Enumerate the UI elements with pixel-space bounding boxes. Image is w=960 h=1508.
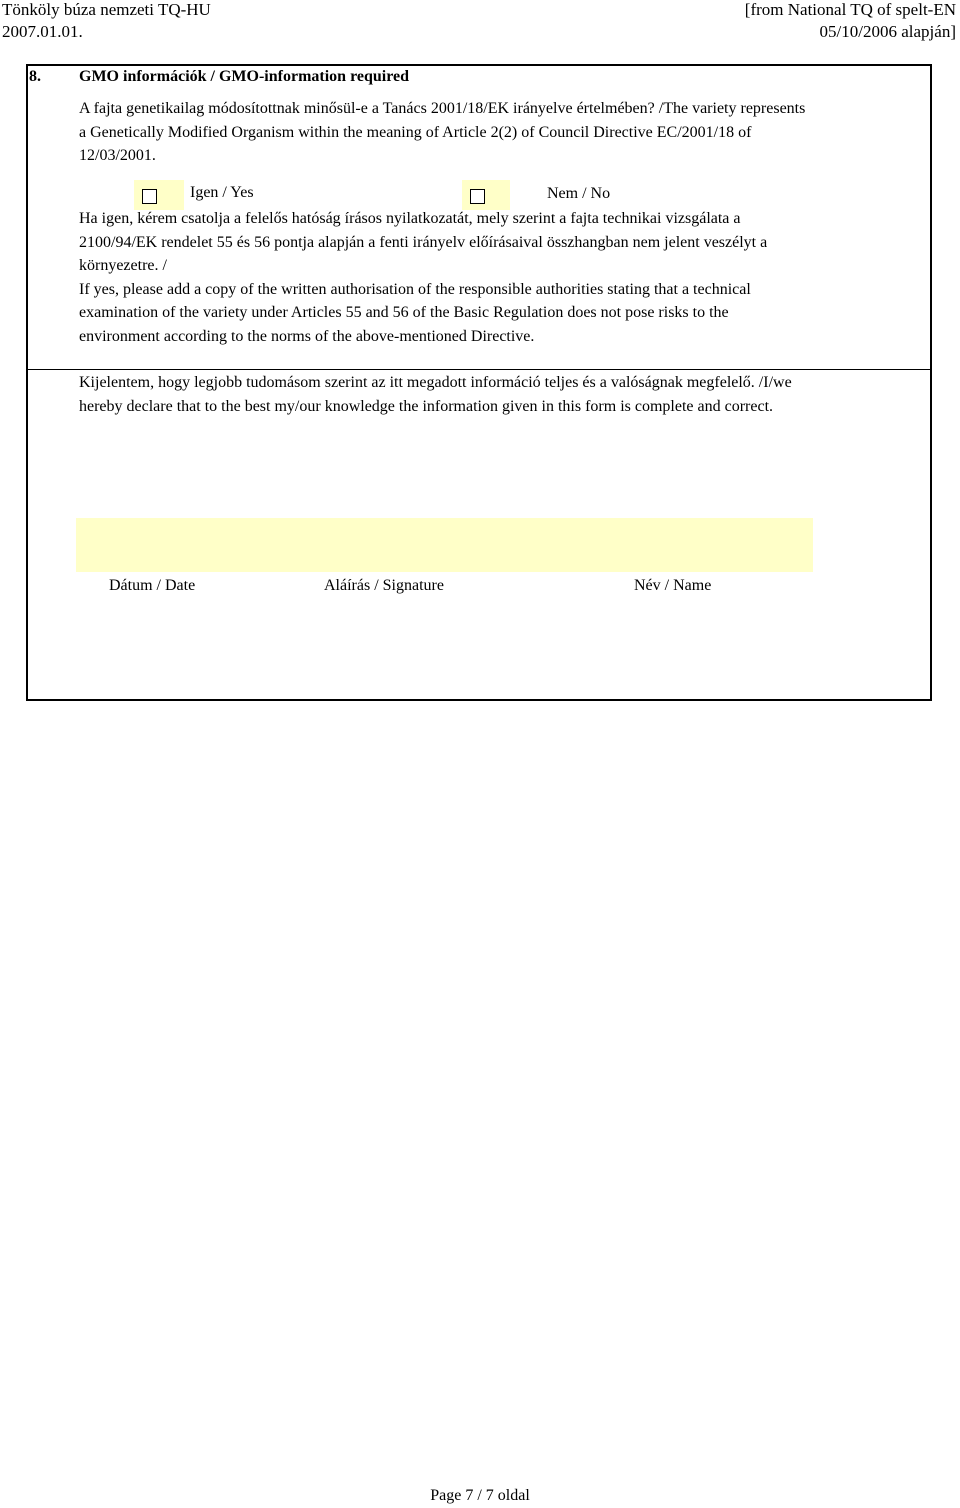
no-checkbox[interactable] — [470, 189, 485, 204]
section-divider — [28, 369, 932, 370]
no-checkbox-field[interactable] — [462, 180, 510, 210]
no-label: Nem / No — [547, 185, 611, 202]
section-number: 8. — [29, 68, 41, 85]
doc-title: Tönköly búza nemzeti TQ-HU — [2, 0, 211, 19]
section-title: GMO információk / GMO-information required — [79, 68, 410, 85]
name-label: Név / Name — [634, 577, 712, 594]
instruction-line: 2100/94/EK rendelet 55 és 56 pontja alapján a fenti irányelv előírásaival összhangban nem jelent veszélyt a — [79, 233, 768, 251]
declaration-line: Kijelentem, hogy legjobb tudomásom szerint az itt megadott információ teljes és a valóságnak megfelelő. /I/we — [79, 374, 792, 391]
source-date: 05/10/2006 alapján] — [819, 22, 956, 41]
instruction-line: examination of the variety under Articles 55 and 56 of the Basic Regulation does not pose risks to the — [79, 304, 729, 321]
instruction-line: környezetre. / — [79, 257, 167, 274]
instruction-line: environment according to the norms of the above-mentioned Directive. — [79, 327, 535, 345]
yes-checkbox[interactable] — [142, 189, 157, 204]
yes-checkbox-field[interactable] — [134, 180, 184, 210]
declaration-line: hereby declare that to the best my/our knowledge the information given in this form is complete and correct. — [79, 397, 774, 415]
signature-input-field[interactable] — [76, 518, 813, 572]
gmo-instructions — [79, 207, 935, 348]
instruction-line: Ha igen, kérem csatolja a felelős hatóság írásos nyilatkozatát, mely szerint a fajta technikai vizsgálata a — [79, 210, 741, 227]
signature-label: Aláírás / Signature — [324, 577, 444, 594]
gmo-question — [79, 97, 935, 168]
yes-label: Igen / Yes — [190, 184, 254, 201]
page-number: Page 7 / 7 oldal — [430, 1487, 530, 1504]
date-label: Dátum / Date — [109, 577, 196, 594]
instruction-line: If yes, please add a copy of the written authorisation of the responsible authorities stating that a technical — [79, 280, 751, 298]
declaration — [79, 371, 935, 418]
source-reference: [from National TQ of spelt-EN — [744, 0, 956, 19]
question-line: 12/03/2001. — [79, 147, 156, 164]
question-line: A fajta genetikailag módosítottnak minősül-e a Tanács 2001/18/EK irányelve értelmében? /The variety represents — [79, 100, 806, 117]
doc-date: 2007.01.01. — [2, 22, 83, 41]
question-line: a Genetically Modified Organism within the meaning of Article 2(2) of Council Directive EC/2001/18 of — [79, 123, 752, 141]
